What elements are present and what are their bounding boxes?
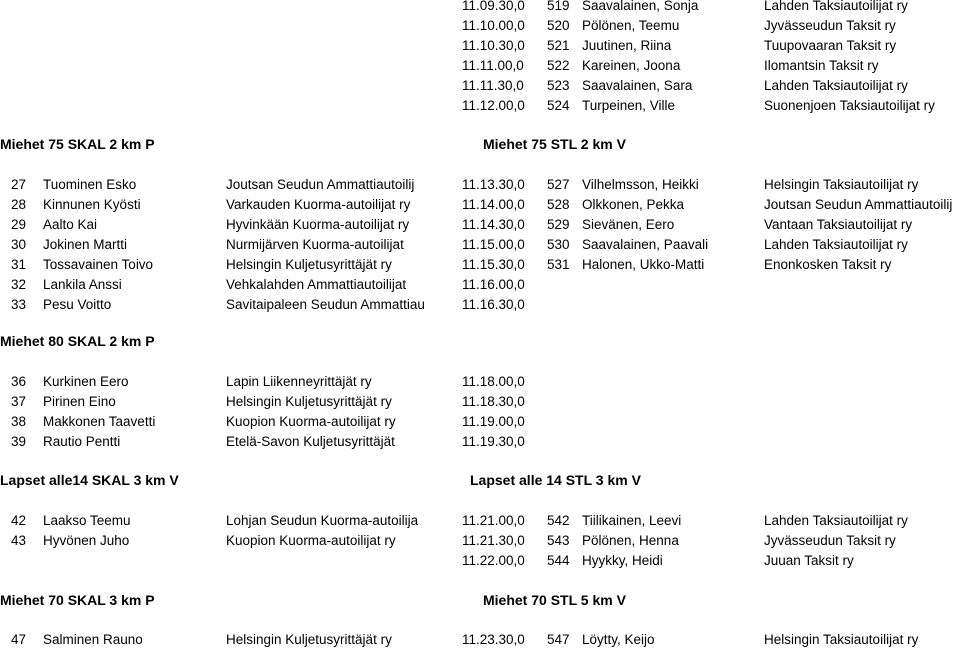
competitor-name: Saavalainen, Paavali <box>582 237 709 252</box>
competitor-name: Juutinen, Riina <box>582 38 672 53</box>
start-time: 11.15.30,0 <box>462 257 525 272</box>
start-time: 11.23.30,0 <box>462 632 525 647</box>
participant-club: Kuopion Kuorma-autoilijat ry <box>226 414 396 429</box>
competitor-name: Kareinen, Joona <box>582 58 681 73</box>
participant-club: Varkauden Kuorma-autoilijat ry <box>226 197 411 212</box>
bib-number: 530 <box>547 237 570 252</box>
row-number: 29 <box>11 217 27 232</box>
participant-club: Lapin Liikenneyrittäjät ry <box>226 374 372 389</box>
list-row <box>0 56 959 76</box>
row-number: 30 <box>11 237 27 252</box>
start-time: 11.14.30,0 <box>462 217 525 232</box>
bib-number: 528 <box>547 197 570 212</box>
participant-name: Pirinen Eino <box>43 394 116 409</box>
list-row <box>0 412 959 432</box>
bib-number: 523 <box>547 78 570 93</box>
start-time: 11.10.00,0 <box>462 18 525 33</box>
competitor-club: Jyvässeudun Taksit ry <box>764 18 896 33</box>
competitor-club: Helsingin Taksiautoilijat ry <box>764 177 919 192</box>
participant-club: Vehkalahden Ammattiautoilijat <box>226 277 407 292</box>
competitor-club: Enonkosken Taksit ry <box>764 257 892 272</box>
participant-name: Hyvönen Juho <box>43 533 130 548</box>
section-header: Miehet 70 SKAL 3 km P <box>0 592 155 608</box>
competitor-club: Helsingin Taksiautoilijat ry <box>764 632 919 647</box>
competitor-club: Juuan Taksit ry <box>764 553 854 568</box>
participant-name: Jokinen Martti <box>43 237 128 252</box>
row-number: 31 <box>11 257 27 272</box>
competitor-name: Halonen, Ukko-Matti <box>582 257 705 272</box>
participant-club: Savitaipaleen Seudun Ammattiau <box>226 297 425 312</box>
start-time: 11.19.00,0 <box>462 414 525 429</box>
row-number: 37 <box>11 394 27 409</box>
participant-name: Lankila Anssi <box>43 277 122 292</box>
participant-name: Pesu Voitto <box>43 297 112 312</box>
start-time: 11.09.30,0 <box>462 0 525 13</box>
competitor-name: Olkkonen, Pekka <box>582 197 685 212</box>
bib-number: 521 <box>547 38 570 53</box>
competitor-name: Pölönen, Teemu <box>582 18 680 33</box>
participant-name: Salminen Rauno <box>43 632 143 647</box>
list-row <box>0 96 959 116</box>
competitor-club: Lahden Taksiautoilijat ry <box>764 78 908 93</box>
competitor-club: Lahden Taksiautoilijat ry <box>764 513 908 528</box>
start-time: 11.12.00,0 <box>462 98 525 113</box>
start-time: 11.21.00,0 <box>462 513 525 528</box>
bib-number: 519 <box>547 0 570 13</box>
list-row <box>0 235 959 255</box>
list-row <box>0 16 959 36</box>
participant-name: Tossavainen Toivo <box>43 257 154 272</box>
start-time: 11.10.30,0 <box>462 38 525 53</box>
participant-club: Helsingin Kuljetusyrittäjät ry <box>226 632 392 647</box>
section-header: Lapset alle 14 STL 3 km V <box>470 472 641 488</box>
competitor-club: Lahden Taksiautoilijat ry <box>764 237 908 252</box>
list-row <box>0 175 959 195</box>
competitor-name: Tiilikainen, Leevi <box>582 513 682 528</box>
start-time: 11.22.00,0 <box>462 553 525 568</box>
row-number: 36 <box>11 374 27 389</box>
bib-number: 531 <box>547 257 570 272</box>
competitor-name: Turpeinen, Ville <box>582 98 676 113</box>
competitor-name: Saavalainen, Sara <box>582 78 693 93</box>
row-number: 47 <box>11 632 27 647</box>
list-row <box>0 36 959 56</box>
list-row <box>0 630 959 650</box>
row-number: 28 <box>11 197 27 212</box>
participant-name: Rautio Pentti <box>43 434 121 449</box>
bib-number: 543 <box>547 533 570 548</box>
participant-name: Kinnunen Kyösti <box>43 197 141 212</box>
competitor-club: Lahden Taksiautoilijat ry <box>764 0 908 13</box>
row-number: 39 <box>11 434 27 449</box>
list-row <box>0 531 959 551</box>
start-time: 11.11.30,0 <box>462 78 524 93</box>
list-row <box>0 215 959 235</box>
row-number: 43 <box>11 533 27 548</box>
competitor-name: Löytty, Keijo <box>582 632 655 647</box>
list-row <box>0 295 959 315</box>
list-row <box>0 0 959 16</box>
competitor-club: Jyvässeudun Taksit ry <box>764 533 896 548</box>
competitor-name: Vilhelmsson, Heikki <box>582 177 699 192</box>
list-row <box>0 275 959 295</box>
participant-club: Nurmijärven Kuorma-autoilijat <box>226 237 404 252</box>
competitor-club: Suonenjoen Taksiautoilijat ry <box>764 98 935 113</box>
row-number: 38 <box>11 414 27 429</box>
row-number: 42 <box>11 513 27 528</box>
start-time: 11.16.00,0 <box>462 277 525 292</box>
participant-name: Kurkinen Eero <box>43 374 129 389</box>
list-row <box>0 195 959 215</box>
list-row <box>0 551 959 571</box>
row-number: 27 <box>11 177 27 192</box>
competitor-name: Pölönen, Henna <box>582 533 679 548</box>
participant-club: Hyvinkään Kuorma-autoilijat ry <box>226 217 410 232</box>
list-row <box>0 255 959 275</box>
competitor-name: Saavalainen, Sonja <box>582 0 699 13</box>
participant-club: Etelä-Savon Kuljetusyrittäjät <box>226 434 395 449</box>
bib-number: 542 <box>547 513 570 528</box>
bib-number: 520 <box>547 18 570 33</box>
participant-club: Lohjan Seudun Kuorma-autoilija <box>226 513 419 528</box>
participant-name: Tuominen Esko <box>43 177 137 192</box>
list-row <box>0 511 959 531</box>
participant-club: Joutsan Seudun Ammattiautoilij <box>226 177 415 192</box>
list-row <box>0 432 959 452</box>
list-row <box>0 76 959 96</box>
participant-club: Helsingin Kuljetusyrittäjät ry <box>226 394 392 409</box>
start-time: 11.18.00,0 <box>462 374 525 389</box>
section-header: Miehet 80 SKAL 2 km P <box>0 333 155 349</box>
bib-number: 527 <box>547 177 570 192</box>
list-row <box>0 392 959 412</box>
bib-number: 524 <box>547 98 570 113</box>
bib-number: 547 <box>547 632 570 647</box>
bib-number: 529 <box>547 217 570 232</box>
competitor-club: Tuupovaaran Taksit ry <box>764 38 897 53</box>
start-time: 11.14.00,0 <box>462 197 525 212</box>
section-header: Miehet 75 STL 2 km V <box>483 136 626 152</box>
competitor-club: Joutsan Seudun Ammattiautoilij <box>764 197 953 212</box>
participant-club: Kuopion Kuorma-autoilijat ry <box>226 533 396 548</box>
competitor-name: Sievänen, Eero <box>582 217 675 232</box>
start-time: 11.11.00,0 <box>462 58 524 73</box>
start-time: 11.15.00,0 <box>462 237 525 252</box>
participant-name: Laakso Teemu <box>43 513 131 528</box>
participant-club: Helsingin Kuljetusyrittäjät ry <box>226 257 392 272</box>
bib-number: 522 <box>547 58 570 73</box>
competitor-name: Hyykky, Heidi <box>582 553 663 568</box>
competitor-club: Ilomantsin Taksit ry <box>764 58 879 73</box>
competitor-club: Vantaan Taksiautoilijat ry <box>764 217 913 232</box>
start-time: 11.18.30,0 <box>462 394 525 409</box>
row-number: 33 <box>11 297 27 312</box>
bib-number: 544 <box>547 553 570 568</box>
participant-name: Makkonen Taavetti <box>43 414 156 429</box>
section-header: Lapset alle14 SKAL 3 km V <box>0 472 179 488</box>
start-time: 11.16.30,0 <box>462 297 525 312</box>
participant-name: Aalto Kai <box>43 217 98 232</box>
section-header: Miehet 75 SKAL 2 km P <box>0 136 155 152</box>
start-time: 11.21.30,0 <box>462 533 525 548</box>
start-time: 11.13.30,0 <box>462 177 525 192</box>
section-header: Miehet 70 STL 5 km V <box>483 592 626 608</box>
row-number: 32 <box>11 277 27 292</box>
list-row <box>0 372 959 392</box>
start-time: 11.19.30,0 <box>462 434 525 449</box>
